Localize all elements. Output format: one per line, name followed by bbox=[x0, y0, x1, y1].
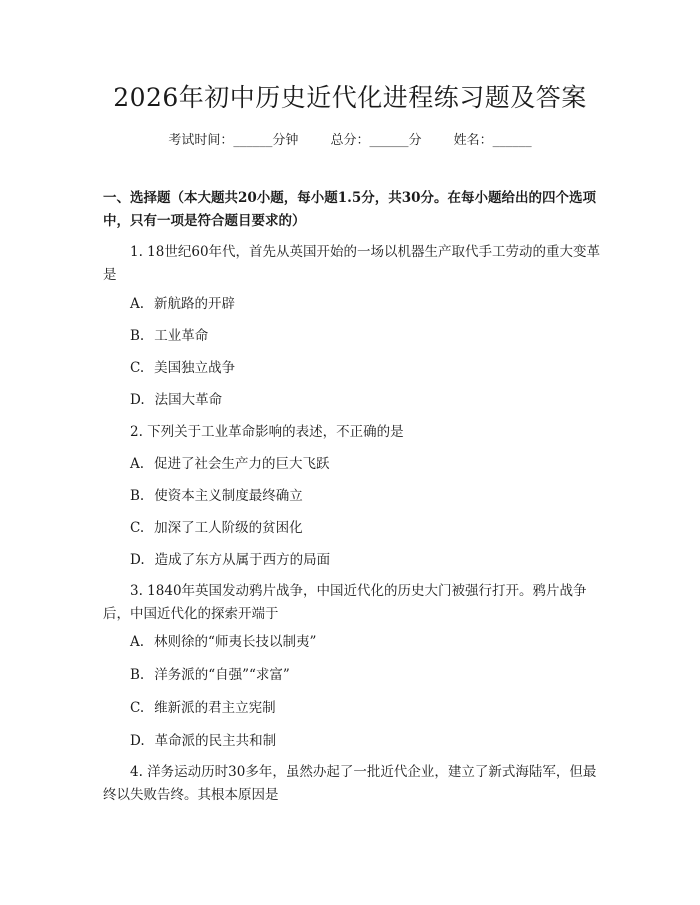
option-letter: D. bbox=[130, 392, 145, 408]
page-title: 2026年初中历史近代化进程练习题及答案 bbox=[113, 83, 587, 112]
option-letter: B. bbox=[130, 488, 145, 504]
question-option bbox=[130, 453, 330, 475]
question-stem: 3. 1840年英国发动鸦片战争，中国近代化的历史大门被强行打开。鸦片战争后，中国近代化的探索开端于 bbox=[103, 583, 587, 622]
option-text: 工业革命 bbox=[154, 328, 209, 344]
option-letter: C. bbox=[130, 700, 145, 716]
option-letter: A. bbox=[130, 296, 145, 312]
exam-time-field bbox=[168, 133, 298, 148]
option-letter: D. bbox=[130, 733, 145, 749]
student-name-field bbox=[454, 133, 532, 148]
question-option bbox=[130, 664, 290, 686]
option-text: 美国独立战争 bbox=[154, 360, 236, 376]
exam-time-blank: ______ bbox=[233, 133, 273, 148]
student-name-label: 姓名： bbox=[453, 133, 493, 148]
option-letter: C. bbox=[130, 520, 145, 536]
option-letter: A. bbox=[130, 456, 145, 472]
total-score-label: 总分： bbox=[330, 133, 370, 148]
question-option bbox=[130, 730, 276, 752]
question-option bbox=[130, 485, 303, 507]
option-letter: A. bbox=[130, 634, 145, 650]
total-score-blank: ______ bbox=[369, 133, 409, 148]
question-option bbox=[130, 697, 276, 719]
option-letter: D. bbox=[130, 552, 145, 568]
question-option bbox=[130, 389, 222, 411]
question-option bbox=[130, 325, 208, 347]
option-text: 林则徐的“师夷长技以制夷” bbox=[154, 634, 317, 650]
question-option bbox=[130, 357, 235, 379]
question-stem: 1. 18世纪60年代，首先从英国开始的一场以机器生产取代手工劳动的重大变革是 bbox=[103, 244, 601, 283]
option-letter: B. bbox=[130, 328, 145, 344]
question-option bbox=[130, 517, 303, 539]
option-text: 促进了社会生产力的巨大飞跃 bbox=[154, 456, 330, 472]
option-text: 革命派的民主共和制 bbox=[154, 733, 277, 749]
question-option bbox=[130, 631, 316, 653]
option-text: 加深了工人阶级的贫困化 bbox=[154, 520, 303, 536]
option-letter: B. bbox=[130, 667, 145, 683]
option-text: 造成了东方从属于西方的局面 bbox=[154, 552, 331, 568]
question-stem: 4. 洋务运动历时30多年，虽然办起了一批近代企业，建立了新式海陆军，但最终以失败告终。其根本原因是 bbox=[103, 764, 597, 803]
total-score-unit: 分 bbox=[408, 133, 422, 148]
question-option bbox=[130, 549, 330, 571]
total-score-field bbox=[330, 133, 421, 148]
option-text: 新航路的开辟 bbox=[154, 296, 236, 312]
option-text: 法国大革命 bbox=[154, 392, 223, 408]
option-text: 维新派的君主立宪制 bbox=[154, 700, 276, 716]
option-text: 洋务派的“自强”“求富” bbox=[154, 667, 290, 683]
question-option bbox=[130, 293, 235, 315]
question-stem: 2. 下列关于工业革命影响的表述，不正确的是 bbox=[130, 424, 404, 440]
student-name-blank: ______ bbox=[492, 133, 532, 148]
exam-time-label: 考试时间： bbox=[168, 133, 234, 148]
option-text: 使资本主义制度最终确立 bbox=[154, 488, 303, 504]
exam-info bbox=[0, 131, 700, 151]
option-letter: C. bbox=[130, 360, 145, 376]
exam-time-unit: 分钟 bbox=[272, 133, 299, 148]
section-heading: 一、选择题（本大题共20小题，每小题1.5分，共30分。在每小题给出的四个选项中，只有一项是符合题目要求的） bbox=[103, 190, 597, 229]
